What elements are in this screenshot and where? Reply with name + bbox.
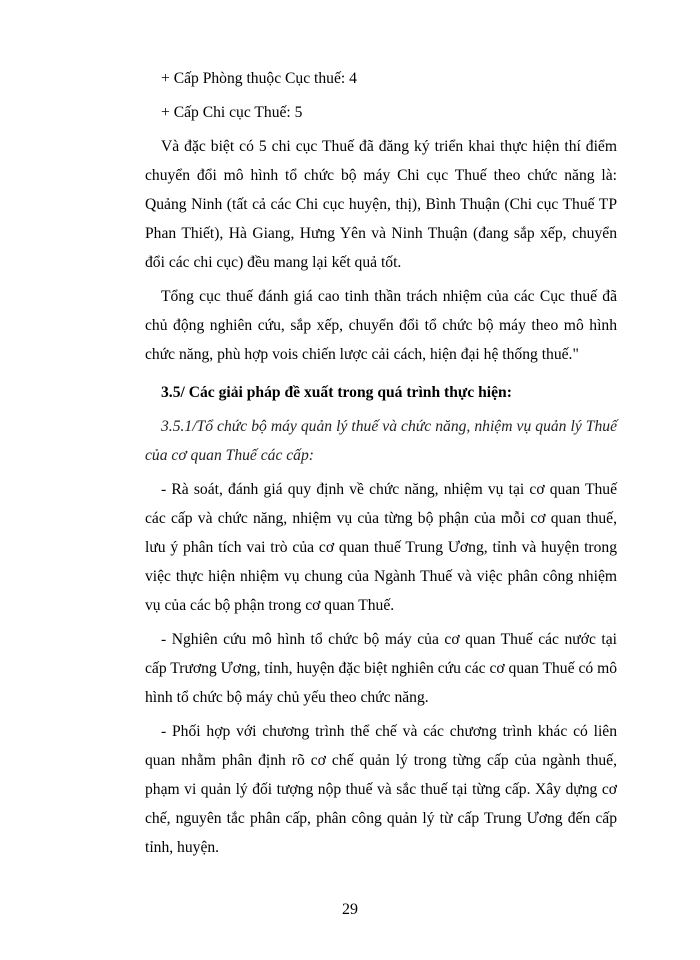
section-heading-3-5: 3.5/ Các giải pháp đề xuất trong quá trình thực hiện:: [161, 384, 512, 401]
paragraph-review-functions: - Rà soát, đánh giá quy định về chức năng, nhiệm vụ tại cơ quan Thuế các cấp và chức năng, nhiệm vụ của từng bộ phận của mỗi cơ quan thuế, lưu ý phân tích vai trò của cơ quan thuế Trung Ương, tỉnh và huyện trong việc thực hiện nhiệm vụ chung của Ngành Thuế và việc phân công nhiệm vụ của các bộ phận trong cơ quan Thuế.: [145, 481, 617, 614]
list-item-phong-level: + Cấp Phòng thuộc Cục thuế: 4: [161, 70, 357, 87]
list-item-chi-cuc-level: + Cấp Chi cục Thuế: 5: [161, 104, 303, 121]
paragraph-coordination: - Phối hợp với chương trình thể chế và các chương trình khác có liên quan nhằm phân định rõ cơ chế quản lý trong từng cấp của ngành thuế, phạm vi quản lý đối tượng nộp thuế và sắc thuế tại từng cấp. Xây dựng cơ chế, nguyên tắc phân cấp, phân công quản lý từ cấp Trung Ương đến cấp tỉnh, huyện.: [145, 723, 617, 856]
paragraph-research-models: - Nghiên cứu mô hình tổ chức bộ máy của cơ quan Thuế các nước tại cấp Trương Ương, tỉnh, huyện đặc biệt nghiên cứu các cơ quan Thuế có mô hình tổ chức bộ máy chủ yếu theo chức năng.: [145, 631, 617, 706]
page-number: 29: [342, 901, 358, 918]
paragraph-pilot-chi-cuc: Và đặc biệt có 5 chi cục Thuế đã đăng ký triển khai thực hiện thí điểm chuyển đổi mô hình tổ chức bộ máy Chi cục Thuế theo chức năng là: Quảng Ninh (tất cả các Chi cục huyện, thị), Bình Thuận (Chi cục Thuế TP Phan Thiết), Hà Giang, Hưng Yên và Ninh Thuận (đang sắp xếp, chuyển đổi các chi cục) đều mang lại kết quả tốt.: [145, 138, 617, 271]
paragraph-assessment: Tổng cục thuế đánh giá cao tinh thần trách nhiệm của các Cục thuế đã chủ động nghiên cứu, sắp xếp, chuyển đổi tổ chức bộ máy theo mô hình chức năng, phù hợp vois chiến lược cải cách, hiện đại hệ thống thuế.": [145, 288, 617, 363]
page-body: [145, 64, 617, 867]
subsection-heading-3-5-1: 3.5.1/Tổ chức bộ máy quản lý thuế và chức năng, nhiệm vụ quản lý Thuế của cơ quan Thuế các cấp:: [145, 418, 617, 464]
